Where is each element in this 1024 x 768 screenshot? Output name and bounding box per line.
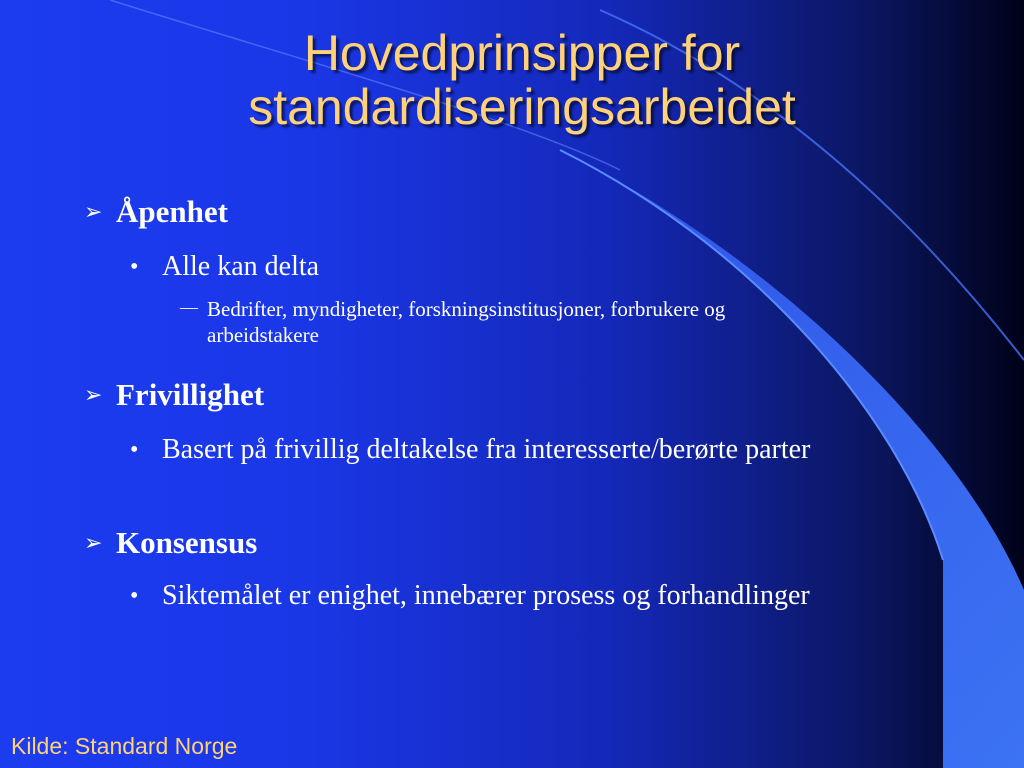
arrow-bullet-icon: ➢ bbox=[84, 383, 103, 408]
heading-item bbox=[84, 525, 257, 562]
sub-bullet-text: Bedrifter, myndigheter, forskningsinstitusjoner, forbrukere og arbeidstakere bbox=[207, 297, 726, 347]
dash-bullet-icon: — bbox=[180, 297, 198, 317]
dot-bullet-icon: • bbox=[130, 254, 139, 280]
dot-bullet-icon: • bbox=[130, 583, 139, 609]
bullet-text: Siktemålet er enighet, innebærer prosess og forhandlinger bbox=[162, 580, 810, 611]
heading-text: Åpenhet bbox=[116, 194, 228, 229]
title-line-1: Hovedprinsipper for bbox=[303, 25, 741, 81]
title-line-2: standardiseringsarbeidet bbox=[248, 79, 796, 135]
dot-bullet-icon: • bbox=[130, 437, 139, 463]
bullet-text: Alle kan delta bbox=[162, 251, 320, 282]
slide-title bbox=[0, 26, 1024, 134]
heading-text: Konsensus bbox=[116, 525, 258, 560]
arrow-bullet-icon: ➢ bbox=[84, 531, 103, 556]
heading-item bbox=[84, 194, 228, 231]
sub-bullet-item bbox=[180, 296, 780, 348]
bullet-text: Basert på frivillig deltakelse fra interesserte/berørte parter bbox=[162, 434, 811, 465]
bullet-item bbox=[130, 578, 870, 614]
heading-text: Frivillighet bbox=[116, 377, 265, 412]
arrow-bullet-icon: ➢ bbox=[84, 200, 103, 225]
source-caption: Kilde: Standard Norge bbox=[11, 733, 238, 759]
bullet-item bbox=[130, 249, 870, 285]
bullet-item bbox=[130, 432, 870, 468]
heading-item bbox=[84, 377, 264, 414]
